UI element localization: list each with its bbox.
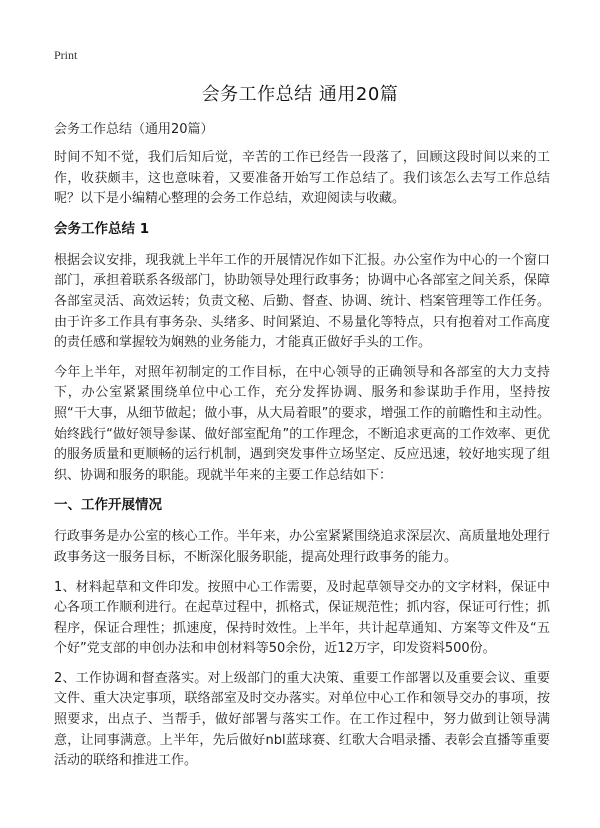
intro-paragraph: 时间不知不觉，我们后知后觉，辛苦的工作已经告一段落了，回顾这段时间以来的工作，收获颇丰，这也意味着，又要准备开始写工作总结了。我们该怎么去写工作总结呢？以下是小编精心整理的会务工作总结，欢迎阅读与收藏。 (54, 150, 550, 207)
document-body (54, 120, 550, 781)
paragraph-4: 1、材料起草和文件印发。按照中心工作需要，及时起草领导交办的文字材料，保证中心各项工作顺利进行。在起草过程中，抓格式，保证规范性；抓内容，保证可行性；抓程序，保证合理性；抓速度，保持时效性。上半年，共计起草通知、方案等文件及“五个好”党支部的申创办法和申创材料等50余份，近12万字，印发资料500份。 (54, 579, 550, 657)
section-heading-2: 一、工作开展情况 (54, 497, 162, 514)
section-heading-1: 会务工作总结 1 (54, 220, 150, 237)
document-title: 会务工作总结 通用20篇 (201, 84, 399, 105)
paragraph-1: 根据会议安排，现我就上半年工作的开展情况作如下汇报。办公室作为中心的一个窗口部门，承担着联系各级部门，协助领导处理行政事务；协调中心各部室之间关系，保障各部室灵活、高效运转；负责文秘、后勤、督查、协调、统计、档案管理等工作任务。由于许多工作具有事务杂、头绪多、时间紧迫、不易量化等特点，只有抱着对工作高度的责任感和掌握较为娴熟的业务能力，才能真正做好手头的工作。 (54, 252, 550, 351)
print-label[interactable]: Print (54, 48, 78, 62)
paragraph-5: 2、工作协调和督查落实。对上级部门的重大决策、重要工作部署以及重要会议、重要文件、重大决定事项，联络部室及时交办落实。对单位中心工作和领导交办的事项，按照要求，出点子、当帮手，做好部署与落实工作。在工作过程中，努力做到让领导满意，让同事满意。上半年，先后做好nbl蓝球赛、红歌大合唱录播、表彰会直播等重要活动的联络和推进工作。 (54, 670, 550, 769)
document-subtitle: 会务工作总结（通用20篇） (54, 122, 214, 137)
paragraph-2: 今年上半年，对照年初制定的工作目标，在中心领导的正确领导和各部室的大力支持下，办公室紧紧围绕单位中心工作，充分发挥协调、服务和参谋助手作用，坚持按照“干大事，从细节做起；做小事，从大局着眼”的要求，增强工作的前瞻性和主动性。始终践行“做好领导参谋、做好部室配角”的工作理念，不断追求更高的工作效率、更优的服务质量和更顺畅的运行机制，遇到突发事件立场坚定、反应迅速，较好地实现了组织、协调和服务的职能。现就半年来的主要工作总结如下： (54, 364, 550, 483)
paragraph-3: 行政事务是办公室的核心工作。半年来，办公室紧紧围绕追求深层次、高质量地处理行政事务这一服务目标，不断深化服务职能，提高处理行政事务的能力。 (54, 529, 550, 565)
